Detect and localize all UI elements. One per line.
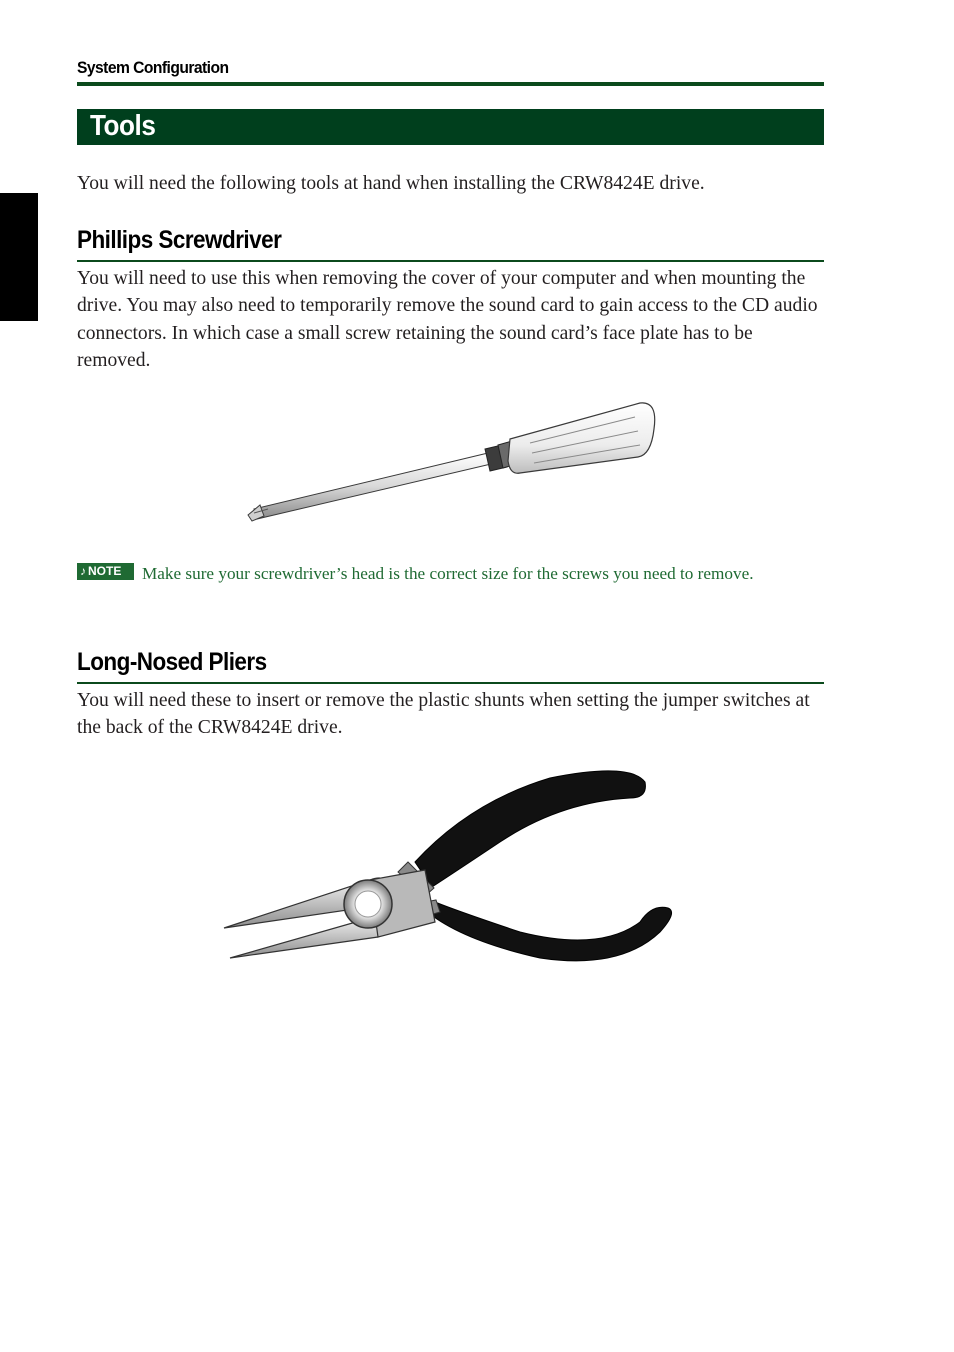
intro-paragraph: You will need the following tools at hand when installing the CRW8424E drive. bbox=[77, 173, 705, 194]
screwdriver-shaft bbox=[248, 453, 491, 521]
subheading-phillips-screwdriver: Phillips Screwdriver bbox=[77, 226, 282, 254]
note-badge bbox=[77, 563, 134, 580]
section-banner bbox=[77, 109, 824, 145]
pliers-paragraph: You will need these to insert or remove the plastic shunts when setting the jumper switches at the back of the CRW8424E drive. bbox=[77, 690, 810, 739]
pliers-lower-handle bbox=[415, 900, 672, 961]
subheading-long-nosed-pliers: Long-Nosed Pliers bbox=[77, 648, 267, 676]
chapter-side-tab bbox=[0, 193, 38, 321]
note-text: Make sure your screwdriver’s head is the correct size for the screws you need to remove. bbox=[142, 564, 754, 583]
section-title: Tools bbox=[90, 110, 156, 142]
running-header: System Configuration bbox=[77, 58, 229, 77]
note-label: NOTE bbox=[88, 564, 122, 578]
screwdriver-handle bbox=[508, 403, 655, 473]
pliers-illustration bbox=[220, 762, 685, 967]
subheading-rule bbox=[77, 260, 824, 262]
pliers-pivot bbox=[344, 880, 392, 928]
screwdriver-illustration bbox=[240, 395, 660, 525]
subheading-rule bbox=[77, 682, 824, 684]
pliers-upper-handle bbox=[398, 771, 645, 896]
music-note-icon: ♪ bbox=[80, 564, 86, 578]
header-rule bbox=[77, 82, 824, 86]
pliers-jaws bbox=[224, 870, 435, 958]
screwdriver-paragraph: You will need to use this when removing the cover of your computer and when mounting the drive. You may also need to temporarily remove the sound card to gain access to the CD audio connectors. In which case a small screw retaining the sound card’s face plate has to be removed. bbox=[77, 268, 818, 371]
